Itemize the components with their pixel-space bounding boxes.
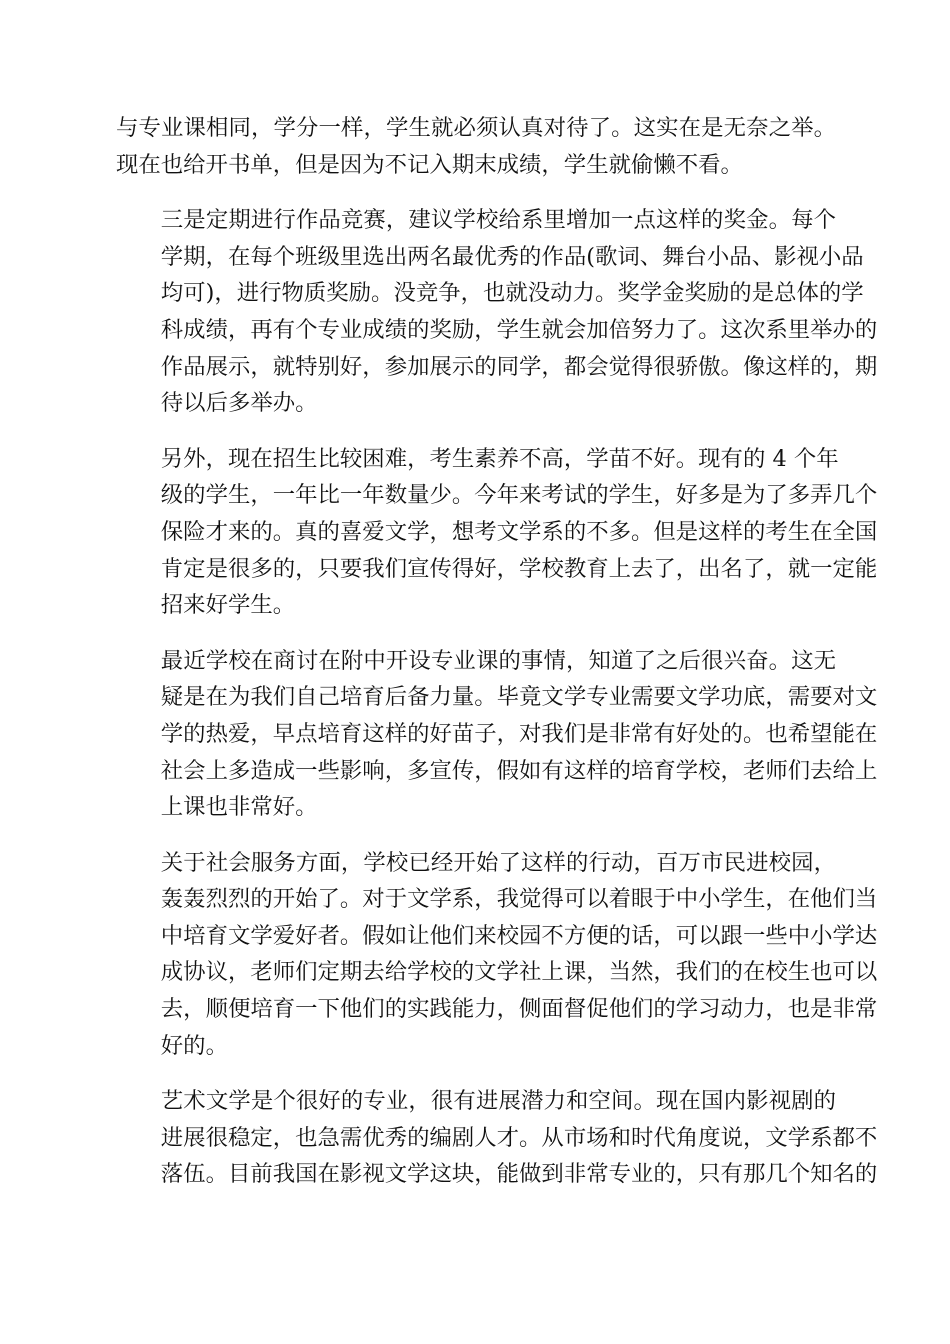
text-line: 艺术文学是个很好的专业，很有进展潜力和空间。现在国内影视剧的 — [160, 1088, 836, 1115]
text-line: 疑是在为我们自己培育后备力量。毕竟文学专业需要文学功底，需要对文 — [160, 684, 878, 711]
text-line: 级的学生，一年比一年数量少。今年来考试的学生，好多是为了多弄几个 — [160, 482, 878, 509]
text-line: 成协议，老师们定期去给学校的文学社上课，当然，我们的在校生也可以 — [160, 959, 878, 986]
text-line: 科成绩，再有个专业成绩的奖励，学生就会加倍努力了。这次系里举办的 — [160, 316, 878, 343]
text-line: 待以后多举办。 — [160, 390, 318, 417]
text-line: 好的。 — [160, 1032, 228, 1059]
text-line: 上课也非常好。 — [160, 794, 318, 821]
text-line: 学的热爱，早点培育这样的好苗子，对我们是非常有好处的。也希望能在 — [160, 720, 878, 747]
text-line: 作品展示，就特别好，参加展示的同学，都会觉得很骄傲。像这样的，期 — [160, 353, 878, 380]
text-line: 社会上多造成一些影响，多宣传，假如有这样的培育学校，老师们去给上 — [160, 757, 878, 784]
text-line: 关于社会服务方面，学校已经开始了这样的行动，百万市民进校园， — [160, 849, 836, 876]
text-line: 落伍。目前我国在影视文学这块，能做到非常专业的，只有那几个知名的 — [160, 1161, 878, 1188]
paragraph — [116, 1083, 878, 1193]
paragraph — [116, 441, 878, 624]
text-line: 现在也给开书单，但是因为不记入期末成绩，学生就偷懒不看。 — [116, 151, 743, 178]
text-line: 进展很稳定，也急需优秀的编剧人才。从市场和时代角度说，文学系都不 — [160, 1124, 878, 1151]
text-line: 招来好学生。 — [160, 592, 296, 619]
paragraph — [116, 110, 836, 183]
text-line: 保险才来的。真的喜爱文学，想考文学系的不多。但是这样的考生在全国 — [160, 518, 878, 545]
text-line: 另外，现在招生比较困难，考生素养不高，学苗不好。现有的 4 个年 — [160, 445, 839, 472]
paragraph — [116, 643, 878, 826]
paragraph — [116, 202, 878, 422]
text-line: 最近学校在商讨在附中开设专业课的事情，知道了之后很兴奋。这无 — [160, 647, 836, 674]
text-line: 轰轰烈烈的开始了。对于文学系，我觉得可以着眼于中小学生，在他们当 — [160, 886, 878, 913]
text-line: 三是定期进行作品竞赛，建议学校给系里增加一点这样的奖金。每个 — [160, 207, 836, 234]
text-line: 与专业课相同，学分一样，学生就必须认真对待了。这实在是无奈之举。 — [116, 115, 836, 141]
text-line: 中培育文学爱好者。假如让他们来校园不方便的话，可以跟一些中小学达 — [160, 922, 878, 949]
document-page — [116, 110, 878, 1212]
text-line: 去，顺便培育一下他们的实践能力，侧面督促他们的学习动力，也是非常 — [160, 996, 878, 1023]
paragraph — [116, 845, 878, 1065]
text-line: 均可)，进行物质奖励。没竞争，也就没动力。奖学金奖励的是总体的学 — [160, 280, 864, 307]
text-line: 学期，在每个班级里选出两名最优秀的作品(歌词、舞台小品、影视小品 — [160, 243, 864, 270]
text-line: 肯定是很多的，只要我们宣传得好，学校教育上去了，出名了，就一定能 — [160, 555, 878, 582]
